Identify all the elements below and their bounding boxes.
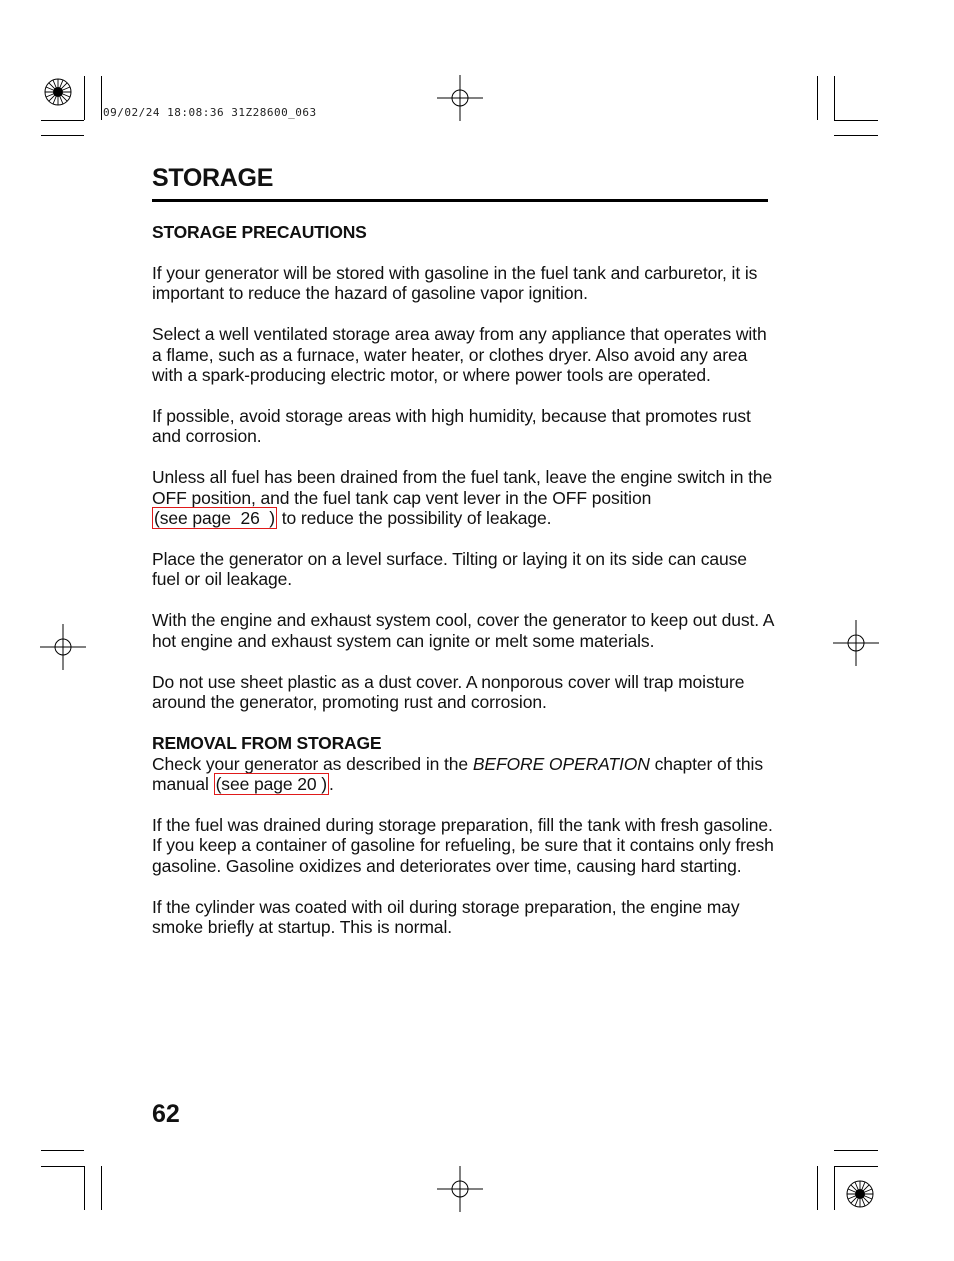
page-26-link[interactable]: (see page 26 ) [154, 508, 275, 529]
registration-starburst-icon [44, 78, 72, 106]
crop-mark [41, 1166, 84, 1167]
chapter-name: BEFORE OPERATION [472, 753, 650, 774]
paragraph [152, 754, 777, 795]
crop-mark [84, 76, 85, 120]
paragraph-text: chapter of this manual [152, 753, 763, 794]
paragraph [152, 467, 777, 528]
page-number: 62 [152, 1100, 180, 1128]
crop-mark [41, 120, 84, 121]
crop-mark [817, 76, 818, 120]
paragraph: If possible, avoid storage areas with high humidity, because that promotes rust and corrosion. [152, 406, 751, 447]
paragraph: If your generator will be stored with gasoline in the fuel tank and carburetor, it is important to reduce the hazard of gasoline vapor ignition. [152, 263, 758, 304]
print-stamp: 09/02/24 18:08:36 31Z28600_063 [103, 106, 317, 119]
registration-crosshair-icon [437, 1166, 483, 1212]
paragraph-text: Unless all fuel has been drained from the fuel tank, leave the engine switch in the OFF position, and the fuel tank cap vent lever in the OFF position [152, 467, 773, 508]
paragraph: With the engine and exhaust system cool, cover the generator to keep out dust. A hot engine and exhaust system can ignite or melt some materials. [152, 610, 774, 651]
paragraph-text: to reduce the possibility of leakage. [276, 508, 552, 529]
crop-mark [41, 1150, 84, 1151]
paragraph: If the fuel was drained during storage preparation, fill the tank with fresh gasoline. If you keep a container of gasoline for refueling, be sure that it contains only fresh gasoline. Gasoline oxidizes and deteriorates over time, causing hard starting. [152, 814, 774, 876]
page-title: STORAGE [152, 164, 274, 192]
paragraph: Select a well ventilated storage area away from any appliance that operates with a flame, such as a furnace, water heater, or clothes dryer. Also avoid any area with a spark-producing electric motor, or where power tools are operated. [152, 324, 767, 386]
crop-mark [41, 135, 84, 136]
registration-crosshair-icon [833, 620, 879, 666]
crop-mark [84, 1166, 85, 1210]
crop-mark [817, 1166, 818, 1210]
title-divider [152, 199, 768, 202]
paragraph-text: Check your generator as described in the [152, 753, 473, 774]
paragraph: If the cylinder was coated with oil during storage preparation, the engine may smoke briefly at startup. This is normal. [152, 896, 740, 937]
crop-mark [834, 1166, 835, 1210]
registration-crosshair-icon [40, 624, 86, 670]
section-heading-removal-from-storage: REMOVAL FROM STORAGE [152, 732, 382, 753]
registration-crosshair-icon [437, 75, 483, 121]
crop-mark [834, 1166, 878, 1167]
section-heading-storage-precautions: STORAGE PRECAUTIONS [152, 222, 367, 242]
crop-mark [834, 1150, 878, 1151]
crop-mark [101, 76, 102, 120]
storage-content [152, 222, 777, 937]
crop-mark [834, 76, 835, 120]
paragraph: Place the generator on a level surface. Tilting or laying it on its side can cause fuel or oil leakage. [152, 549, 747, 590]
paragraph-text: . [329, 773, 334, 794]
crop-mark [834, 135, 878, 136]
page-20-link[interactable]: (see page 20 ) [215, 773, 328, 794]
paragraph: Do not use sheet plastic as a dust cover. A nonporous cover will trap moisture around the generator, promoting rust and corrosion. [152, 671, 745, 713]
crop-mark [834, 120, 878, 121]
registration-starburst-icon [846, 1180, 874, 1208]
crop-mark [101, 1166, 102, 1210]
